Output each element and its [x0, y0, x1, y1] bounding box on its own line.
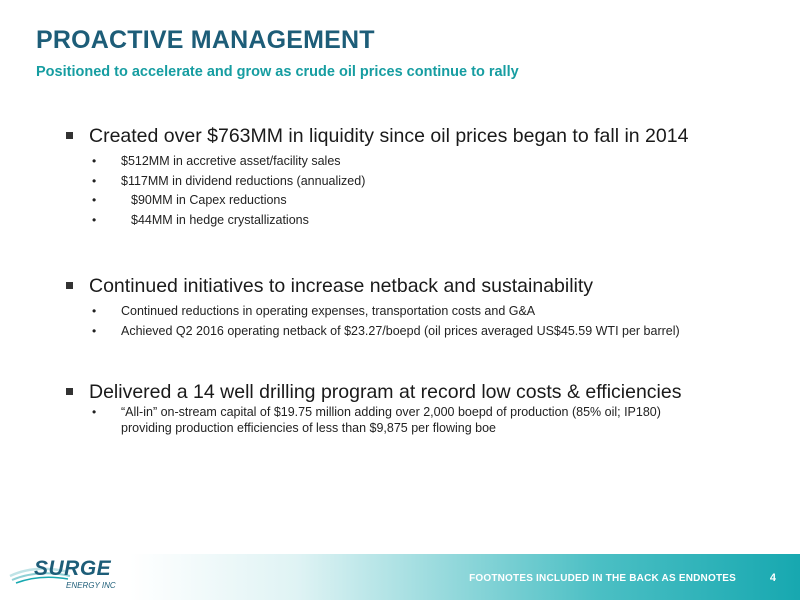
list-item-text: $512MM in accretive asset/facility sales: [121, 154, 341, 168]
list-item: [66, 152, 766, 172]
list-item: [66, 172, 766, 192]
list-item: [66, 404, 706, 436]
section-drilling: [66, 380, 766, 436]
list-item: [66, 302, 766, 322]
bullet-icon: •: [92, 323, 97, 338]
surge-energy-logo: [8, 552, 132, 596]
section-liquidity: [66, 124, 766, 230]
bullet-icon: •: [92, 212, 97, 227]
logo-wordmark: SURGE: [34, 557, 112, 580]
bullet-icon: •: [92, 154, 97, 168]
list-item-text: Achieved Q2 2016 operating netback of $23.27/boepd (oil prices averaged US$45.59 WTI per barrel): [121, 323, 680, 338]
section-heading: [66, 380, 766, 404]
section-heading-text: Continued initiatives to increase netback and sustainability: [89, 275, 594, 297]
list-item: [66, 191, 766, 211]
square-bullet-icon: [66, 282, 73, 289]
footnote-label: FOOTNOTES INCLUDED IN THE BACK AS ENDNOTES: [469, 573, 736, 584]
list-item-text: “All-in” on-stream capital of $19.75 million adding over 2,000 boepd of production (85% oil; IP180) providing production efficiencies of less than $9,875 per flowing boe: [121, 405, 661, 435]
list-item-text: $90MM in Capex reductions: [131, 193, 287, 207]
bullet-icon: •: [92, 173, 97, 188]
sub-bullet-list: [66, 152, 766, 230]
section-heading-text: Delivered a 14 well drilling program at record low costs & efficiencies: [89, 381, 682, 403]
bullet-icon: •: [92, 304, 97, 318]
page-number: 4: [769, 572, 776, 584]
page-subtitle: Positioned to accelerate and grow as crude oil prices continue to rally: [36, 64, 519, 80]
section-heading: [66, 124, 766, 148]
section-heading-text: Created over $763MM in liquidity since oil prices began to fall in 2014: [89, 125, 689, 147]
page-title: PROACTIVE MANAGEMENT: [36, 26, 375, 54]
section-netback: [66, 274, 766, 341]
logo-tagline: ENERGY INC: [66, 581, 116, 590]
bullet-icon: •: [92, 405, 97, 419]
sub-bullet-list: [66, 404, 706, 436]
bullet-icon: •: [92, 193, 97, 207]
list-item-text: Continued reductions in operating expenses, transportation costs and G&A: [121, 304, 536, 318]
list-item-text: $44MM in hedge crystallizations: [131, 212, 309, 227]
list-item: [66, 322, 766, 342]
list-item: [66, 211, 766, 231]
square-bullet-icon: [66, 388, 73, 395]
list-item-text: $117MM in dividend reductions (annualized): [121, 173, 366, 188]
sub-bullet-list: [66, 302, 766, 341]
square-bullet-icon: [66, 132, 73, 139]
section-heading: [66, 274, 766, 298]
